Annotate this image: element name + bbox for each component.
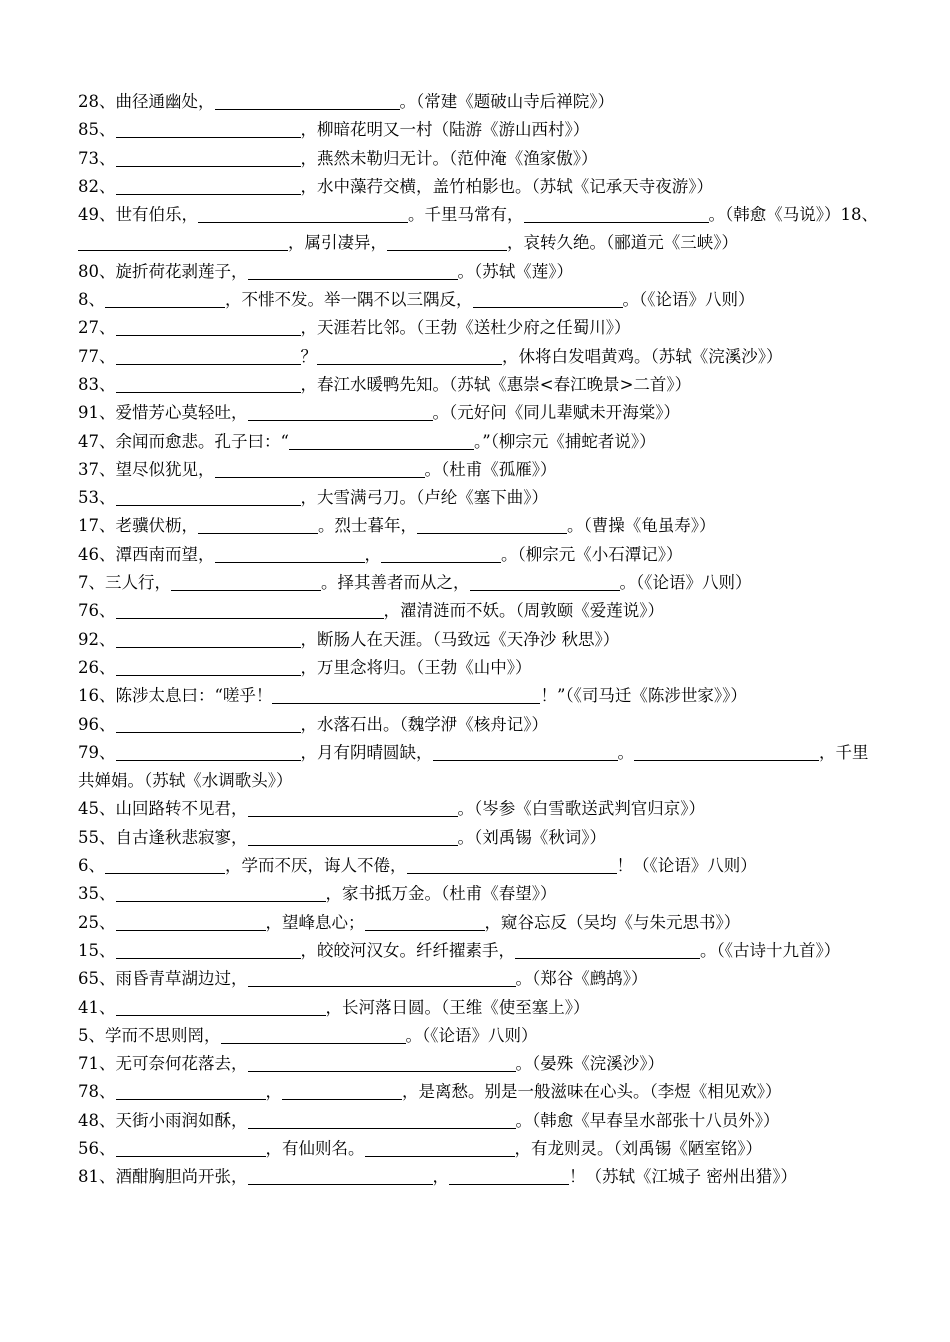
item-17: 17、老骥伏枥， 。烈士暮年， 。（曹操《龟虽寿》） [78, 516, 716, 536]
item-7: 7、三人行， 。择其善者而从之， 。（《论语》八则） [78, 573, 752, 593]
item-37: 37、望尽似犹见， 。（杜甫《孤雁》） [78, 459, 557, 479]
answer-blank[interactable] [215, 544, 365, 563]
item-26: 26、 ，万里念将归。（王勃《山中》） [78, 657, 532, 677]
item-83: 83、 ，春江水暖鸭先知。（苏轼《惠崇<春江晚景>二首》） [78, 374, 692, 394]
item-41: 41、 ，长河落日圆。（王维《使至塞上》） [78, 997, 590, 1017]
answer-blank[interactable] [198, 515, 318, 534]
item-16: 16、陈涉太息曰：“嗟乎！ ！”（《司马迁《陈涉世家》》） [78, 686, 747, 706]
answer-blank[interactable] [470, 572, 620, 591]
answer-blank[interactable] [116, 346, 301, 365]
item-76: 76、 ，濯清涟而不妖。（周敦颐《爱莲说》） [78, 601, 664, 621]
item-82: 82、 ，水中藻荇交横，盖竹柏影也。（苏轼《记承天寺夜游》） [78, 176, 713, 196]
answer-blank[interactable] [116, 912, 266, 931]
answer-blank[interactable] [215, 459, 425, 478]
item-48: 48、天街小雨润如酥， 。（韩愈《早春呈水部张十八员外》） [78, 1110, 780, 1130]
item-77: 77、 ？ ，休将白发唱黄鸡。（苏轼《浣溪沙》） [78, 346, 783, 366]
answer-blank[interactable] [215, 91, 400, 110]
item-65: 65、雨昏青草湖边过， 。（郑谷《鹧鸪》） [78, 969, 648, 989]
answer-blank[interactable] [634, 742, 819, 761]
answer-blank[interactable] [248, 261, 458, 280]
answer-blank[interactable] [387, 232, 507, 251]
answer-blank[interactable] [365, 912, 485, 931]
answer-blank[interactable] [116, 940, 301, 959]
answer-blank[interactable] [116, 1081, 266, 1100]
item-5: 5、学而不思则罔， 。（《论语》八则） [78, 1025, 538, 1045]
answer-blank[interactable] [116, 883, 326, 902]
item-49-18: 49、世有伯乐， 。千里马常有， 。（韩愈《马说》）18、，属引凄异， ，哀转久绝。（郦道元《三峡》） [78, 205, 878, 253]
answer-blank[interactable] [221, 1025, 406, 1044]
answer-blank[interactable] [78, 232, 288, 251]
answer-blank[interactable] [116, 176, 301, 195]
answer-blank[interactable] [116, 374, 301, 393]
answer-blank[interactable] [524, 204, 709, 223]
answer-blank[interactable] [272, 685, 540, 704]
item-28: 28、曲径通幽处， 。（常建《题破山寺后禅院》） [78, 92, 614, 111]
answer-blank[interactable] [116, 148, 301, 167]
item-85: 85、 ，柳暗花明又一村（陆游《游山西村》） [78, 120, 590, 140]
answer-blank[interactable] [289, 431, 474, 450]
answer-blank[interactable] [116, 1138, 266, 1157]
answer-blank[interactable] [248, 1166, 433, 1185]
answer-blank[interactable] [116, 600, 384, 619]
answer-blank[interactable] [449, 1166, 569, 1185]
item-78: 78、 ， ，是离愁。别是一般滋味在心头。（李煜《相见欢》） [78, 1082, 782, 1102]
item-8: 8、 ，不悱不发。举一隅不以三隅反， 。（《论语》八则） [78, 290, 755, 310]
item-81: 81、酒酣胸胆尚开张， ， ！（苏轼《江城子 密州出猎》） [78, 1167, 797, 1187]
answer-blank[interactable] [105, 855, 225, 874]
answer-blank[interactable] [417, 515, 567, 534]
answer-blank[interactable] [282, 1081, 402, 1100]
answer-blank[interactable] [248, 1053, 516, 1072]
item-45: 45、山回路转不见君， 。（岑参《白雪歌送武判官归京》） [78, 799, 705, 819]
item-46: 46、潭西南而望， ， 。（柳宗元《小石潭记》） [78, 544, 683, 564]
item-91: 91、爱惜芳心莫轻吐， 。（元好问《同儿辈赋未开海棠》） [78, 403, 680, 423]
answer-blank[interactable] [116, 317, 301, 336]
answer-blank[interactable] [198, 204, 408, 223]
answer-blank[interactable] [171, 572, 321, 591]
item-79: 79、 ，月有阴晴圆缺， 。 ，千里共婵娟。（苏轼《水调歌头》） [78, 742, 869, 791]
item-35: 35、 ，家书抵万金。（杜甫《春望》） [78, 884, 557, 904]
item-55: 55、自古逢秋悲寂寥， 。（刘禹锡《秋词》） [78, 827, 606, 847]
answer-blank[interactable] [248, 827, 458, 846]
item-80: 80、旋折荷花剥莲子， 。（苏轼《莲》） [78, 261, 573, 281]
item-15: 15、 ，皎皎河汉女。纤纤擢素手， 。（《古诗十九首》） [78, 940, 841, 960]
answer-blank[interactable] [248, 798, 458, 817]
item-6: 6、 ，学而不厌，诲人不倦， ！（《论语》八则） [78, 856, 757, 876]
item-56: 56、 ，有仙则名。 ，有龙则灵。（刘禹锡《陋室铭》） [78, 1138, 762, 1158]
item-96: 96、 ，水落石出。（魏学洢《核舟记》） [78, 714, 548, 734]
answer-blank[interactable] [317, 346, 502, 365]
item-53: 53、 ，大雪满弓刀。（卢纶《塞下曲》） [78, 488, 548, 508]
answer-blank[interactable] [248, 968, 516, 987]
answer-blank[interactable] [116, 742, 301, 761]
answer-blank[interactable] [473, 289, 623, 308]
answer-blank[interactable] [116, 487, 301, 506]
answer-blank[interactable] [381, 544, 501, 563]
answer-blank[interactable] [116, 997, 326, 1016]
answer-blank[interactable] [116, 119, 301, 138]
answer-blank[interactable] [105, 289, 225, 308]
answer-blank[interactable] [248, 402, 433, 421]
answer-blank[interactable] [515, 940, 700, 959]
item-92: 92、 ，断肠人在天涯。（马致远《天净沙 秋思》） [78, 629, 620, 649]
item-27: 27、 ，天涯若比邻。（王勃《送杜少府之任蜀川》） [78, 318, 631, 338]
item-47: 47、余闻而愈悲。孔子曰：“ 。”（柳宗元《捕蛇者说》） [78, 431, 656, 451]
item-73: 73、 ，燕然未勒归无计。（范仲淹《渔家傲》） [78, 148, 598, 168]
item-71: 71、无可奈何花落去， 。（晏殊《浣溪沙》） [78, 1054, 664, 1074]
answer-blank[interactable] [407, 855, 617, 874]
answer-blank[interactable] [116, 657, 301, 676]
answer-blank[interactable] [365, 1138, 515, 1157]
answer-blank[interactable] [433, 742, 618, 761]
answer-blank[interactable] [116, 629, 301, 648]
item-25: 25、 ，望峰息心； ，窥谷忘反（吴均《与朱元思书》） [78, 912, 741, 932]
answer-blank[interactable] [116, 714, 301, 733]
exercise-sheet [78, 88, 878, 1192]
answer-blank[interactable] [248, 1110, 516, 1129]
